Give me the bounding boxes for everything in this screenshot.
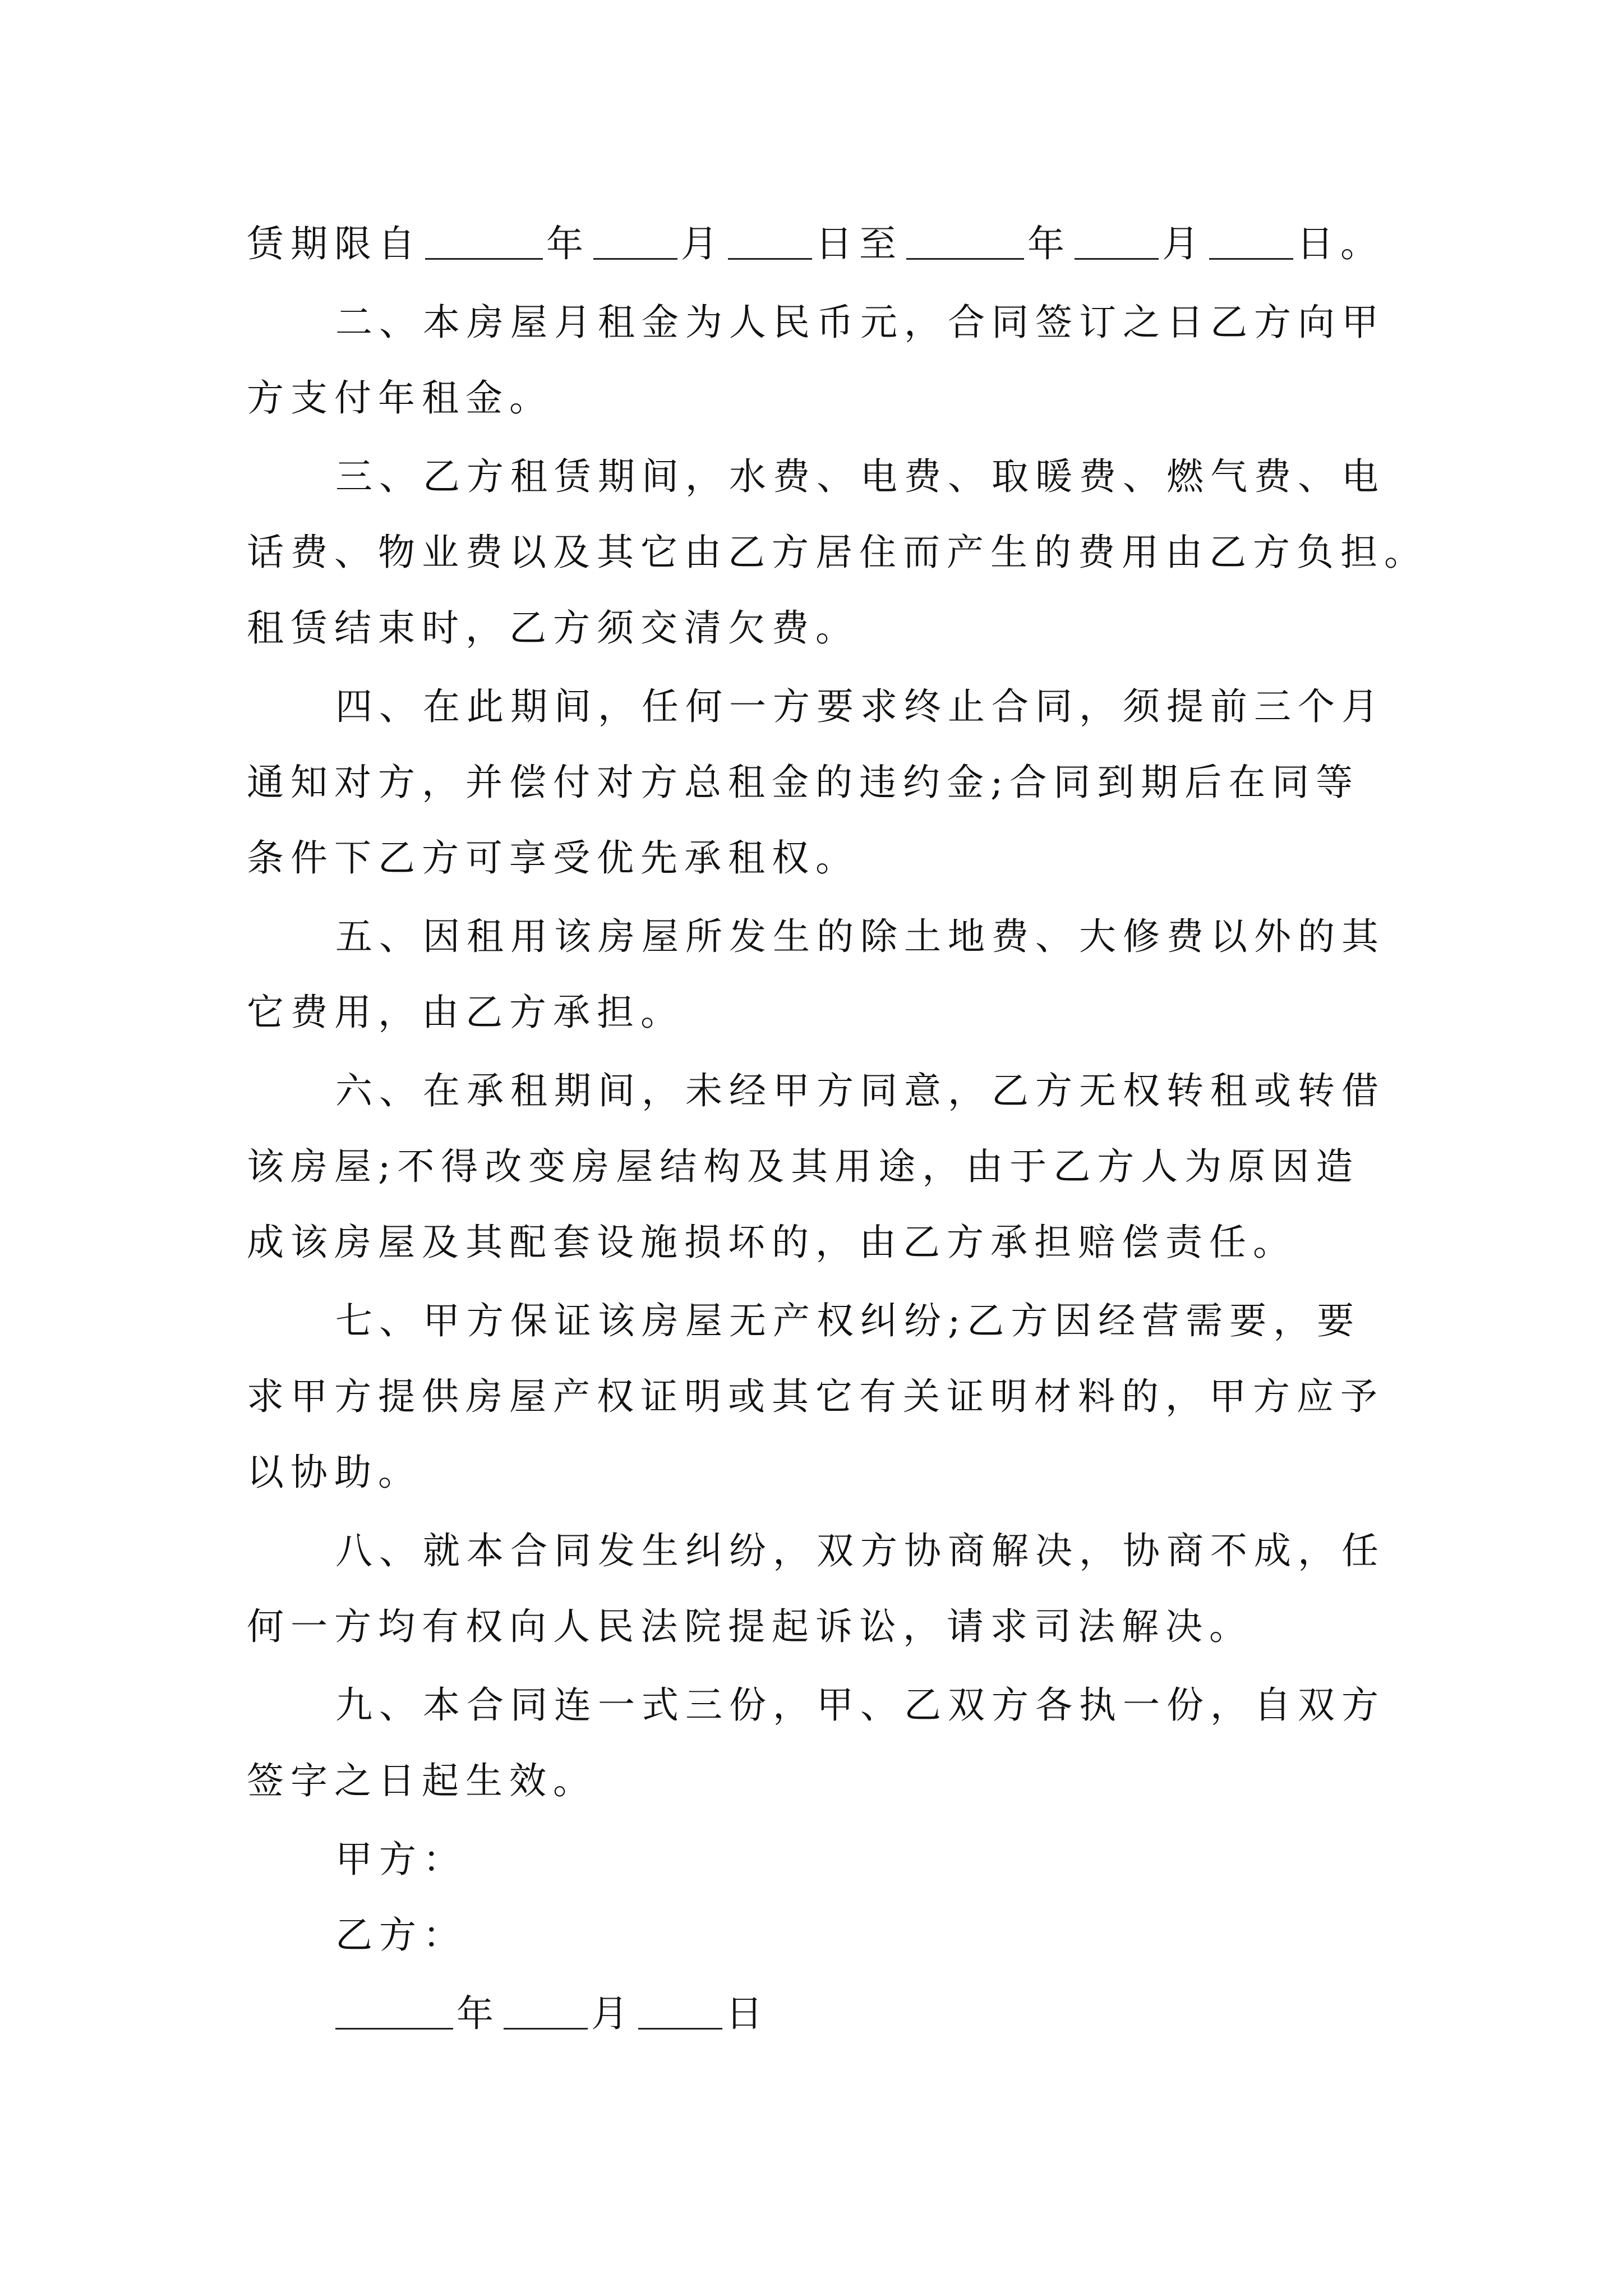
clause-5-line-2: 它费用，由乙方承担。 xyxy=(247,991,684,1034)
sign-day-blank xyxy=(638,2027,722,2030)
clause-9-line-2: 签字之日起生效。 xyxy=(247,1759,597,1802)
start-day-label: 日至 xyxy=(815,222,903,265)
start-year-label: 年 xyxy=(546,222,590,265)
clause-8-line-2: 何一方均有权向人民法院提起诉讼，请求司法解决。 xyxy=(247,1605,1253,1648)
end-year-blank xyxy=(906,257,1024,260)
end-month-label: 月 xyxy=(1162,222,1206,265)
sign-year-blank xyxy=(335,2027,453,2030)
start-month-blank xyxy=(593,257,677,260)
start-day-blank xyxy=(728,257,812,260)
clause-2-line-1: 二、本房屋月租金为人民币元，合同签订之日乙方向甲 xyxy=(335,301,1385,344)
clause-5-line-1: 五、因租用该房屋所发生的除土地费、大修费以外的其 xyxy=(335,915,1385,958)
end-year-label: 年 xyxy=(1027,222,1071,265)
signing-date-line xyxy=(335,1986,1479,2042)
end-day-label: 日。 xyxy=(1297,222,1384,265)
clause-2-line-2: 方支付年租金。 xyxy=(247,376,553,420)
end-month-blank xyxy=(1075,257,1159,260)
clause-7-line-2: 求甲方提供房屋产权证明或其它有关证明材料的，甲方应予 xyxy=(247,1375,1384,1418)
clause-3-line-2: 话费、物业费以及其它由乙方居住而产生的费用由乙方负担。 xyxy=(247,531,1428,574)
clause-4-line-2: 通知对方，并偿付对方总租金的违约金;合同到期后在同等 xyxy=(247,761,1360,804)
clause-4-line-3: 条件下乙方可享受优先承租权。 xyxy=(247,836,859,880)
start-year-blank xyxy=(425,257,543,260)
clause-3-line-1: 三、乙方租赁期间，水费、电费、取暖费、燃气费、电 xyxy=(335,455,1385,498)
clause-4-line-1: 四、在此期间，任何一方要求终止合同，须提前三个月 xyxy=(335,685,1385,728)
clause-9-line-1: 九、本合同连一式三份，甲、乙双方各执一份，自双方 xyxy=(335,1683,1385,1727)
end-day-blank xyxy=(1209,257,1293,260)
start-month-label: 月 xyxy=(681,222,725,265)
clause-3-line-3: 租赁结束时，乙方须交清欠费。 xyxy=(247,606,859,650)
clause-7-line-1: 七、甲方保证该房屋无产权纠纷;乙方因经营需要，要 xyxy=(335,1299,1361,1342)
party-b-label: 乙方： xyxy=(335,1913,467,1957)
term-prefix: 赁期限自 xyxy=(247,222,422,265)
sign-year-label: 年 xyxy=(457,1992,500,2035)
lease-term-line xyxy=(247,216,1391,272)
clause-8-line-1: 八、就本合同发生纠纷，双方协商解决，协商不成，任 xyxy=(335,1529,1385,1572)
party-a-label: 甲方： xyxy=(335,1838,467,1881)
clause-6-line-2: 该房屋;不得改变房屋结构及其用途，由于乙方人为原因造 xyxy=(247,1145,1360,1188)
sign-month-blank xyxy=(504,2027,588,2030)
clause-6-line-3: 成该房屋及其配套设施损坏的，由乙方承担赔偿责任。 xyxy=(247,1221,1297,1264)
sign-day-label: 日 xyxy=(726,1992,769,2035)
clause-7-line-3: 以协助。 xyxy=(247,1451,422,1494)
sign-month-label: 月 xyxy=(591,1992,635,2035)
clause-6-line-1: 六、在承租期间，未经甲方同意，乙方无权转租或转借 xyxy=(335,1069,1385,1112)
